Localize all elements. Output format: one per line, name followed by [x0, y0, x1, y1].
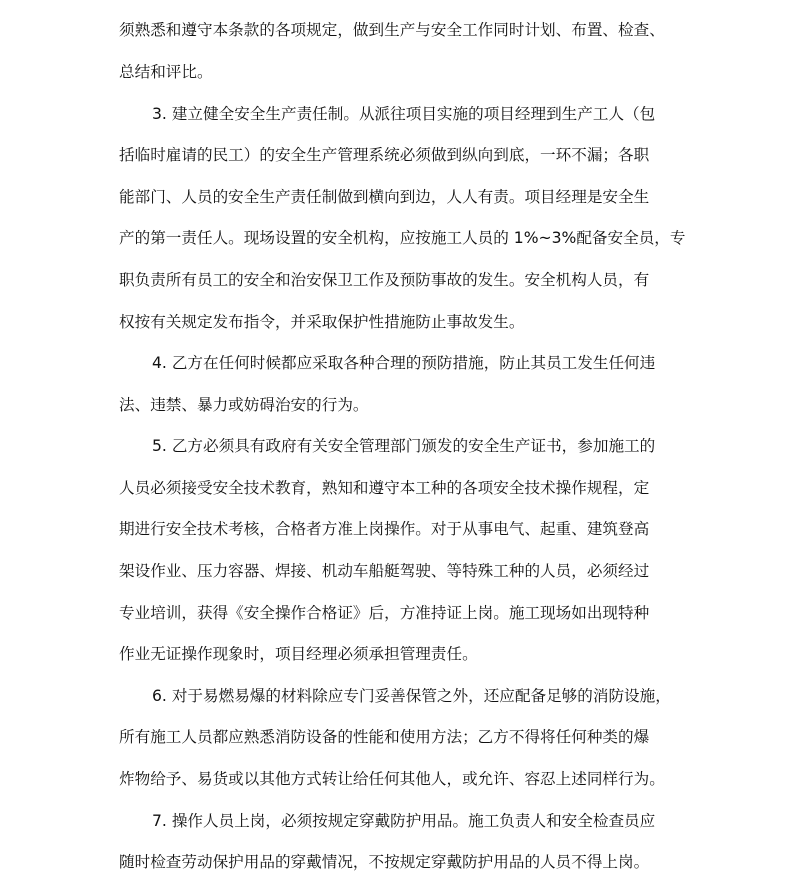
text-line: 3. 建立健全安全生产责任制。从派往项目实施的项目经理到生产工人（包 — [152, 105, 656, 123]
text-line: 须熟悉和遵守本条款的各项规定，做到生产与安全工作同时计划、布置、检查、 — [119, 21, 665, 39]
text-line: 能部门、人员的安全生产责任制做到横向到边，人人有责。项目经理是安全生 — [119, 188, 650, 206]
text-line: 6. 对于易燃易爆的材料除应专门妥善保管之外，还应配备足够的消防设施， — [152, 687, 671, 705]
text-line: 人员必须接受安全技术教育，熟知和遵守本工种的各项安全技术操作规程，定 — [119, 479, 650, 497]
text-line: 括临时雇请的民工）的安全生产管理系统必须做到纵向到底，一环不漏；各职 — [119, 146, 650, 164]
text-line: 权按有关规定发布指令，并采取保护性措施防止事故发生。 — [119, 313, 525, 331]
text-line: 法、违禁、暴力或妨碍治安的行为。 — [119, 396, 369, 414]
text-line: 专业培训，获得《安全操作合格证》后，方准持证上岗。施工现场如出现特种 — [119, 604, 650, 622]
text-line: 期进行安全技术考核，合格者方准上岗操作。对于从事电气、起重、建筑登高 — [119, 520, 650, 538]
text-line: 炸物给予、易货或以其他方式转让给任何其他人，或允许、容忍上述同样行为。 — [119, 770, 665, 788]
text-line: 架设作业、压力容器、焊接、机动车船艇驾驶、等特殊工种的人员，必须经过 — [119, 562, 650, 580]
text-line: 5. 乙方必须具有政府有关安全管理部门颁发的安全生产证书，参加施工的 — [152, 437, 656, 455]
text-line: 7. 操作人员上岗，必须按规定穿戴防护用品。施工负责人和安全检查员应 — [152, 812, 656, 830]
text-line: 随时检查劳动保护用品的穿戴情况，不按规定穿戴防护用品的人员不得上岗。 — [119, 853, 650, 871]
text-line: 作业无证操作现象时，项目经理必须承担管理责任。 — [119, 645, 478, 663]
text-line: 4. 乙方在任何时候都应采取各种合理的预防措施，防止其员工发生任何违 — [152, 354, 656, 372]
text-line: 所有施工人员都应熟悉消防设备的性能和使用方法；乙方不得将任何种类的爆 — [119, 728, 650, 746]
text-line: 总结和评比。 — [119, 63, 213, 81]
text-line: 产的第一责任人。现场设置的安全机构，应按施工人员的 1%~3%配备安全员，专 — [119, 229, 686, 247]
text-line: 职负责所有员工的安全和治安保卫工作及预防事故的发生。安全机构人员，有 — [119, 271, 650, 289]
